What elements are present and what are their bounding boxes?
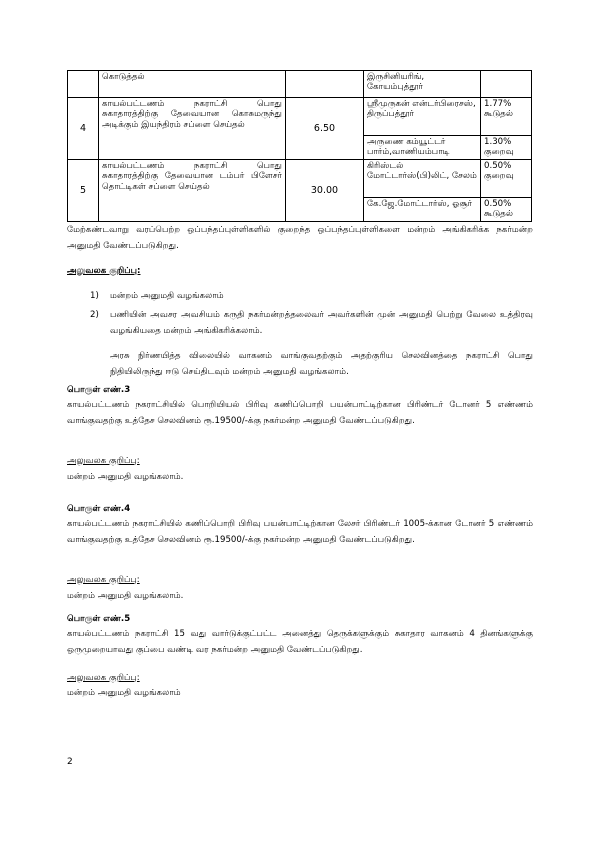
office-note-label <box>67 266 140 277</box>
section-heading: பொருள் எண்.3 <box>67 385 131 395</box>
firm-name: ஸ்ரீமுருகன் என்டர்பிரைசஸ், திருப்பத்தூர் <box>364 98 481 136</box>
firm-name: கிரிஸ்டல் மோட்டார்ஸ்(பி)லிட், சேலம் <box>364 160 481 198</box>
office-note-label <box>67 456 140 467</box>
section-body: காயல்பட்டணம் நகராட்சியில் பொறியியல் பிரிவு கணிப்பொறி பயன்பாட்டிற்கான பிரிண்டர் டோனர் 5 எண்ணம் வாங்குவதற்கு உத்தேச செலவினம் ரூ.19500/-க்கு நகர்மன்ற அனுமதி வேண்டப்படுகிறது. <box>67 400 533 426</box>
tender-rate <box>481 71 532 98</box>
list-marker: 2) <box>90 310 99 320</box>
table-row <box>68 160 532 198</box>
office-note-text: மன்றம் அனுமதி வழங்கலாம். <box>67 472 184 482</box>
firm-name: இருசினியரிங், கோயம்புத்தூர் <box>364 71 481 98</box>
work-description: காயல்பட்டணம் நகராட்சி பொது சுகாதாரத்திற்கு தேவையான கொசுமருந்து அடிக்கும் இயந்திரம் சப்ளை செய்தல் <box>99 98 286 160</box>
firm-name: கே.ஜே.மோட்டார்ஸ், ஓசூர் <box>364 198 481 222</box>
tender-table <box>67 70 532 222</box>
estimate-amount: 6.50 <box>286 98 364 160</box>
office-note-label <box>67 673 140 684</box>
estimate-amount <box>286 71 364 98</box>
tender-rate: 0.50% கூடுதல் <box>481 198 532 222</box>
office-note-text: மன்றம் அனுமதி வழங்கலாம் <box>67 688 181 698</box>
office-note-label-text: அலுவலக குறிப்பு: <box>67 456 140 466</box>
tender-rate: 0.50% குறைவு <box>481 160 532 198</box>
estimate-amount: 30.00 <box>286 160 364 222</box>
office-note-label-text: அலுவலக குறிப்பு: <box>67 673 140 683</box>
work-description: காயல்பட்டணம் நகராட்சி பொது சுகாதாரத்திற்கு தேவையான டம்பர் பிளேசர் தொட்டிகள் சப்ளை செய்தல் <box>99 160 286 222</box>
tender-rate: 1.77% கூடுதல் <box>481 98 532 136</box>
list-item-text: மன்றம் அனுமதி வழங்கலாம் <box>110 291 224 301</box>
after-table-paragraph: மேற்கண்டவாறு வரப்பெற்ற ஒப்பந்தப்புள்ளிகளில் குறைந்த ஒப்பந்தப்புள்ளிகளை மன்றம் அங்கிகரிக்க நகர்மன்ற அனுமதி வேண்டப்படுகிறது. <box>67 225 533 251</box>
list-item-text: பணியின் அவசர அவசியம் கருதி நகர்மன்றத்தலைவர் அவர்களின் முன் அனுமதி பெற்று வேலை உத்திரவு வழங்கியதை மன்றம் அங்கிகரிக்கலாம். <box>110 310 533 336</box>
work-description: கொடுத்தல் <box>99 71 286 98</box>
section-heading: பொருள் எண்.4 <box>67 504 131 514</box>
office-note-label <box>67 575 140 586</box>
page-number: 2 <box>67 757 73 767</box>
table-row <box>68 98 532 136</box>
row-number <box>68 71 99 98</box>
row-number: 4 <box>68 98 99 160</box>
office-note-label-text: அலுவலக குறிப்பு: <box>67 575 140 585</box>
table-row <box>68 71 532 98</box>
row-number: 5 <box>68 160 99 222</box>
list-paragraph: அரசு நிர்ணயித்த விலையில் வாகனம் வாங்குவதற்கும் அதற்குரிய செலவினத்தை நகராட்சி பொது நிதியிலிருந்து ஈடு செய்திடவும் மன்றம் அனுமதி வழங்கலாம். <box>110 351 533 377</box>
list-marker: 1) <box>90 291 99 301</box>
section-heading: பொருள் எண்.5 <box>67 614 131 624</box>
firm-name: அருணை கம்யூட்டர் பார்ம்,வாணியம்பாடி <box>364 136 481 160</box>
office-note-label-text: அலுவலக குறிப்பு: <box>67 266 141 276</box>
section-body: காயல்பட்டணம் நகராட்சியில் கணிப்பொறி பிரிவு பயன்பாட்டிற்கான லேசர் பிரிண்டர் 1005-க்கான டோனர் 5 எண்ணம் வாங்குவதற்கு உத்தேச செலவினம் ரூ.19500/-க்கு நகர்மன்ற அனுமதி வேண்டப்படுகிறது. <box>67 519 533 545</box>
office-note-text: மன்றம் அனுமதி வழங்கலாம். <box>67 591 184 601</box>
tender-rate: 1.30% குறைவு <box>481 136 532 160</box>
section-body: காயல்பட்டணம் நகராட்சி 15 வது வார்டுக்குட்பட்ட அனைத்து தெருக்களுக்கும் சுகாதார வாகனம் 4 தினங்களுக்கு ஒருமுறையாவது குப்பை வண்டி வர நகர்மன்ற அனுமதி வேண்டப்படுகிறது. <box>67 629 533 655</box>
